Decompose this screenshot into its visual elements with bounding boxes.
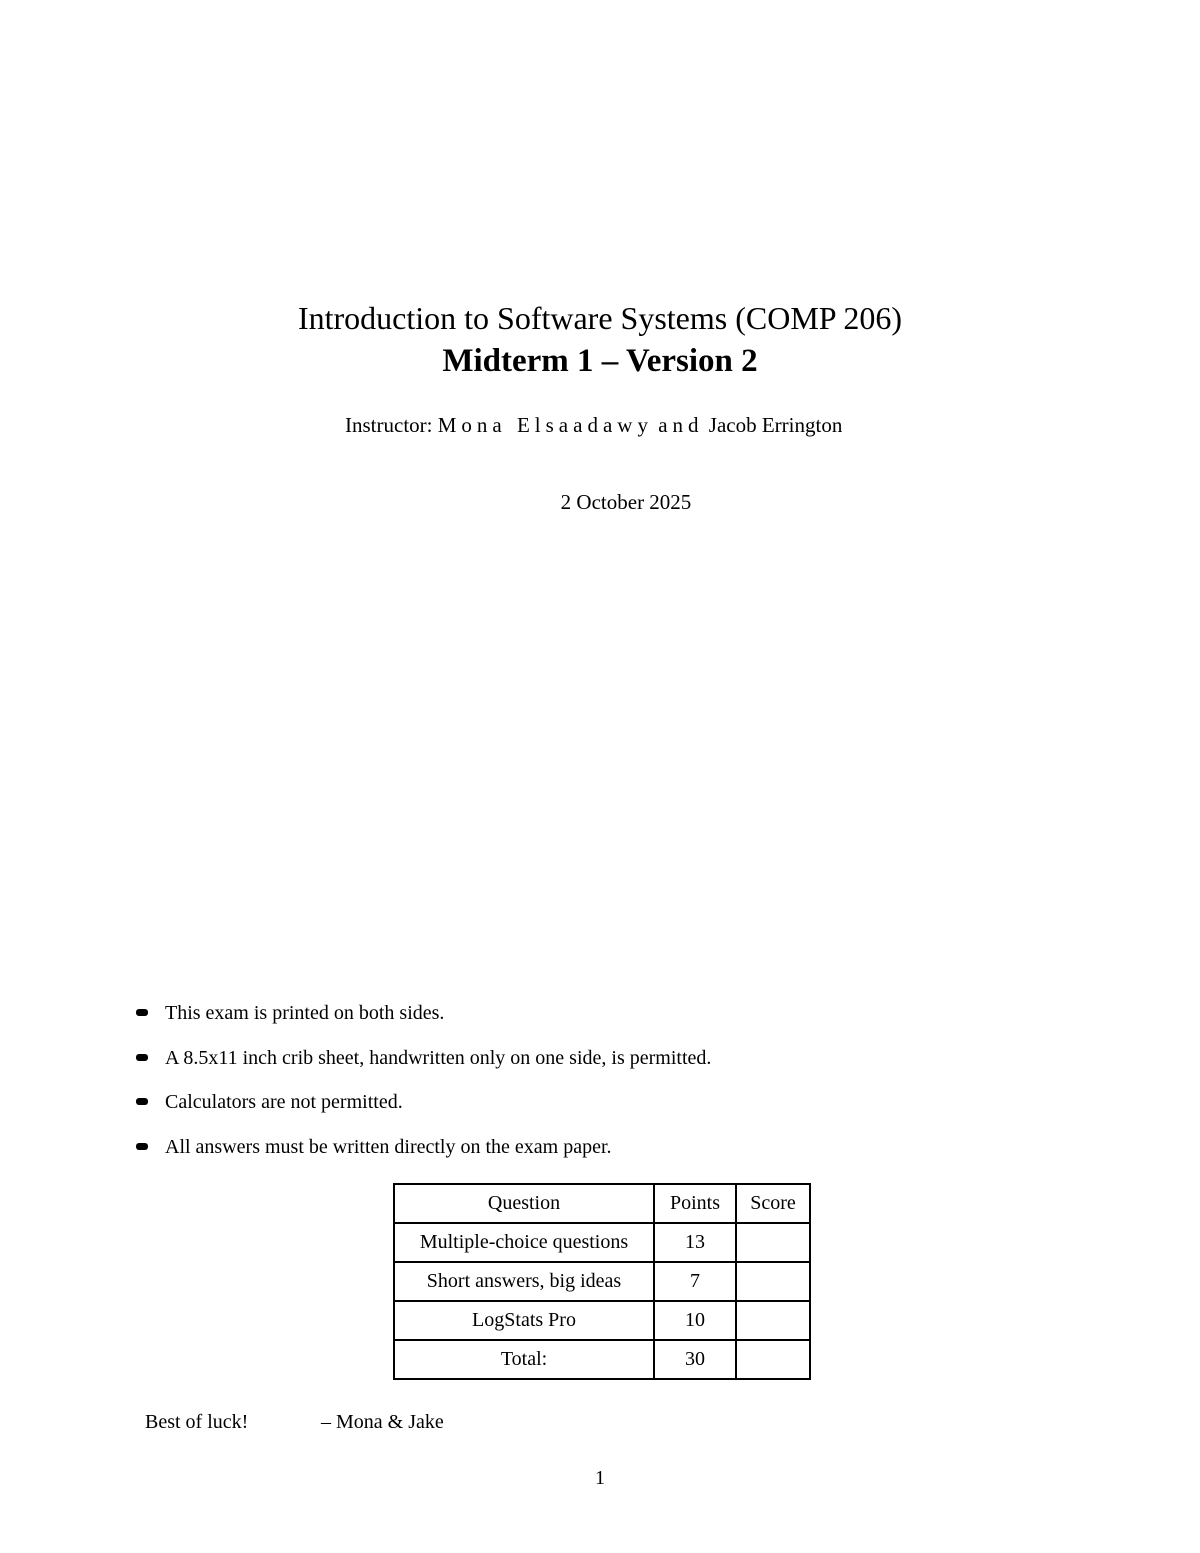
instruction-item xyxy=(136,1043,711,1088)
table-row xyxy=(394,1262,810,1301)
question-cell: LogStats Pro xyxy=(394,1301,654,1340)
instructor-name-1: Mona Elsaadawy xyxy=(437,413,653,437)
instructor-and: and xyxy=(658,413,704,437)
score-cell[interactable] xyxy=(736,1262,810,1301)
score-cell[interactable] xyxy=(736,1301,810,1340)
table-row xyxy=(394,1223,810,1262)
question-cell: Short answers, big ideas xyxy=(394,1262,654,1301)
instruction-text: A 8.5x11 inch crib sheet, handwritten only on one side, is permitted. xyxy=(165,1046,712,1069)
page-number: 1 xyxy=(595,1467,605,1489)
instruction-text: Calculators are not permitted. xyxy=(165,1091,403,1113)
score-table xyxy=(393,1183,811,1380)
points-cell: 10 xyxy=(654,1301,736,1340)
question-cell: Multiple-choice questions xyxy=(394,1223,654,1262)
instructor-label: Instructor: xyxy=(345,413,433,437)
points-cell: 7 xyxy=(654,1262,736,1301)
instructor-name-2: Jacob Errington xyxy=(708,413,843,437)
instruction-text: All answers must be written directly on the exam paper. xyxy=(165,1135,612,1158)
table-header-row xyxy=(394,1184,810,1223)
header-score: Score xyxy=(736,1184,810,1223)
table-row xyxy=(394,1301,810,1340)
instruction-item xyxy=(136,1132,711,1177)
exam-title: Midterm 1 – Version 2 xyxy=(442,343,758,379)
instruction-item xyxy=(136,1087,711,1132)
signoff xyxy=(145,1407,444,1437)
header-points: Points xyxy=(654,1184,736,1223)
total-points-cell: 30 xyxy=(654,1340,736,1379)
closing-text: Best of luck! xyxy=(145,1411,249,1433)
course-title: Introduction to Software Systems (COMP 206) xyxy=(297,300,903,336)
bullet-icon xyxy=(136,1098,148,1105)
instructor-line xyxy=(345,410,842,440)
instruction-text: This exam is printed on both sides. xyxy=(165,1002,445,1024)
signature-text: – Mona & Jake xyxy=(321,1411,444,1433)
table-total-row xyxy=(394,1340,810,1379)
score-cell[interactable] xyxy=(736,1223,810,1262)
bullet-icon xyxy=(136,1054,148,1061)
instructions-list xyxy=(136,998,711,1176)
total-score-cell[interactable] xyxy=(736,1340,810,1379)
total-label-cell: Total: xyxy=(394,1340,654,1379)
exam-date: 2 October 2025 xyxy=(560,490,692,514)
instruction-item xyxy=(136,998,711,1043)
bullet-icon xyxy=(136,1143,148,1150)
points-cell: 13 xyxy=(654,1223,736,1262)
header-question: Question xyxy=(394,1184,654,1223)
bullet-icon xyxy=(136,1009,148,1016)
